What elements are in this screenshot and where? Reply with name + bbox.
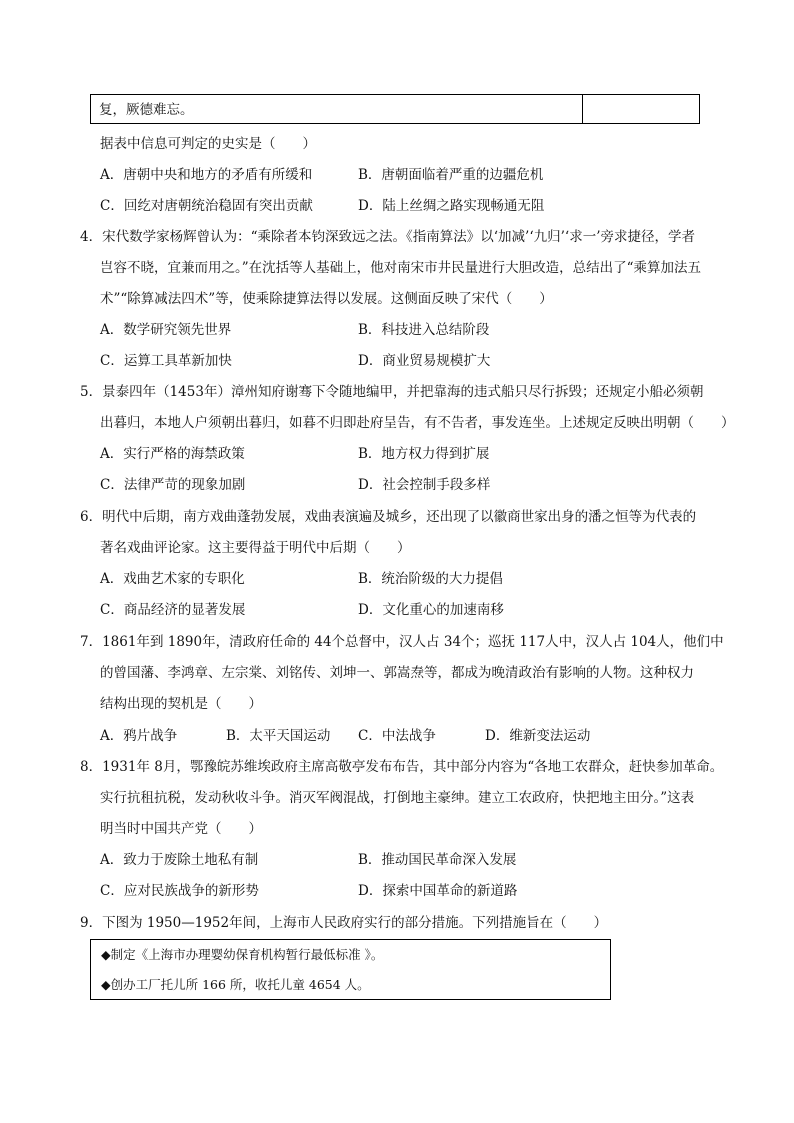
q8-option-b: B．推动国民革命深入发展 [358, 852, 517, 868]
q8-option-c: C．应对民族战争的新形势 [100, 883, 259, 899]
q8-stem-line3: 明当时中国共产党（ ） [100, 821, 262, 837]
continued-table [90, 94, 700, 124]
q3-option-b: B．唐朝面临着严重的边疆危机 [358, 167, 544, 183]
q8-stem-line2: 实行抗租抗税，发动秋收斗争。消灭军阀混战，打倒地主豪绅。建立工农政府，快把地主田分。”这表 [100, 790, 695, 806]
table-cell-text: 复，厥德难忘。 [91, 95, 583, 123]
q6-option-b: B．统治阶级的大力提倡 [358, 571, 503, 587]
q3-option-a: A．唐朝中央和地方的矛盾有所缓和 [100, 167, 313, 183]
q7-stem-line2: 的曾国藩、李鸿章、左宗棠、刘铭传、刘坤一、郭嵩焘等，都成为晚清政治有影响的人物。这种权力 [100, 665, 694, 681]
q7-option-d: D．维新变法运动 [485, 728, 591, 744]
q4-stem-line1: 4．宋代数学家杨辉曾认为：“乘除者本钧深致远之法。《指南算法》以‘加减’‘九归’‘求一’旁求捷径，学者 [80, 229, 695, 245]
q9-box-item: ◆制定《上海市办理婴幼保育机构暂行最低标准 》。 [101, 947, 384, 962]
q9-box-item: ◆创办工厂托儿所 166 所，收托儿童 4654 人。 [101, 977, 370, 992]
q6-stem-line1: 6．明代中后期，南方戏曲蓬勃发展，戏曲表演遍及城乡，还出现了以徽商世家出身的潘之恒等为代表的 [80, 509, 697, 525]
q7-option-a: A．鸦片战争 [100, 728, 178, 744]
q7-stem-line1: 7．1861年到 1890年，清政府任命的 44个总督中，汉人占 34个；巡抚 117人中，汉人占 104人，他们中 [80, 634, 724, 650]
q3-option-d: D．陆上丝绸之路实现畅通无阻 [358, 198, 545, 214]
q7-stem-line3: 结构出现的契机是（ ） [100, 696, 262, 712]
q3-option-c: C．回纥对唐朝统治稳固有突出贡献 [100, 198, 313, 214]
q4-option-c: C．运算工具革新加快 [100, 353, 232, 369]
q5-stem-line1: 5．景泰四年（1453年）漳州知府谢骞下令随地编甲，并把靠海的违式船只尽行拆毁；还规定小船必须朝 [80, 384, 704, 400]
q3-lead: 据表中信息可判定的史实是（ ） [100, 136, 316, 152]
q9-stem-line1: 9．下图为 1950—1952年间，上海市人民政府实行的部分措施。下列措施旨在（ ） [80, 915, 608, 931]
q8-stem-line1: 8．1931年 8月，鄂豫皖苏维埃政府主席高敬亭发布布告，其中部分内容为“各地工农群众，赶快参加革命。 [80, 759, 724, 775]
q5-option-a: A．实行严格的海禁政策 [100, 446, 245, 462]
q8-option-a: A．致力于废除土地私有制 [100, 852, 259, 868]
q5-stem-line2: 出暮归，本地人户须朝出暮归，如暮不归即赴府呈告，有不告者，事发连坐。上述规定反映出明朝（ ） [100, 415, 735, 431]
table-cell-empty [583, 95, 699, 123]
q6-option-d: D．文化重心的加速南移 [358, 602, 504, 618]
q5-option-c: C．法律严苛的现象加剧 [100, 477, 246, 493]
q4-option-d: D．商业贸易规模扩大 [358, 353, 491, 369]
q7-option-b: B．太平天国运动 [226, 728, 331, 744]
q7-option-c: C．中法战争 [358, 728, 436, 744]
q4-option-a: A．数学研究领先世界 [100, 322, 232, 338]
q6-option-c: C．商品经济的显著发展 [100, 602, 246, 618]
q8-option-d: D．探索中国革命的新道路 [358, 883, 518, 899]
q4-stem-line2: 岂容不晓，宜兼而用之。”在沈括等人基础上，他对南宋市井民量进行大胆改造，总结出了“乘算加法五 [100, 260, 702, 276]
q9-measures-box [90, 939, 611, 1000]
q5-option-d: D．社会控制手段多样 [358, 477, 491, 493]
q4-option-b: B．科技进入总结阶段 [358, 322, 490, 338]
q6-stem-line2: 著名戏曲评论家。这主要得益于明代中后期（ ） [100, 540, 411, 556]
q6-option-a: A．戏曲艺术家的专职化 [100, 571, 245, 587]
q5-option-b: B．地方权力得到扩展 [358, 446, 490, 462]
q4-stem-line3: 术”“除算减法四术”等，使乘除捷算法得以发展。这侧面反映了宋代（ ） [100, 291, 553, 307]
